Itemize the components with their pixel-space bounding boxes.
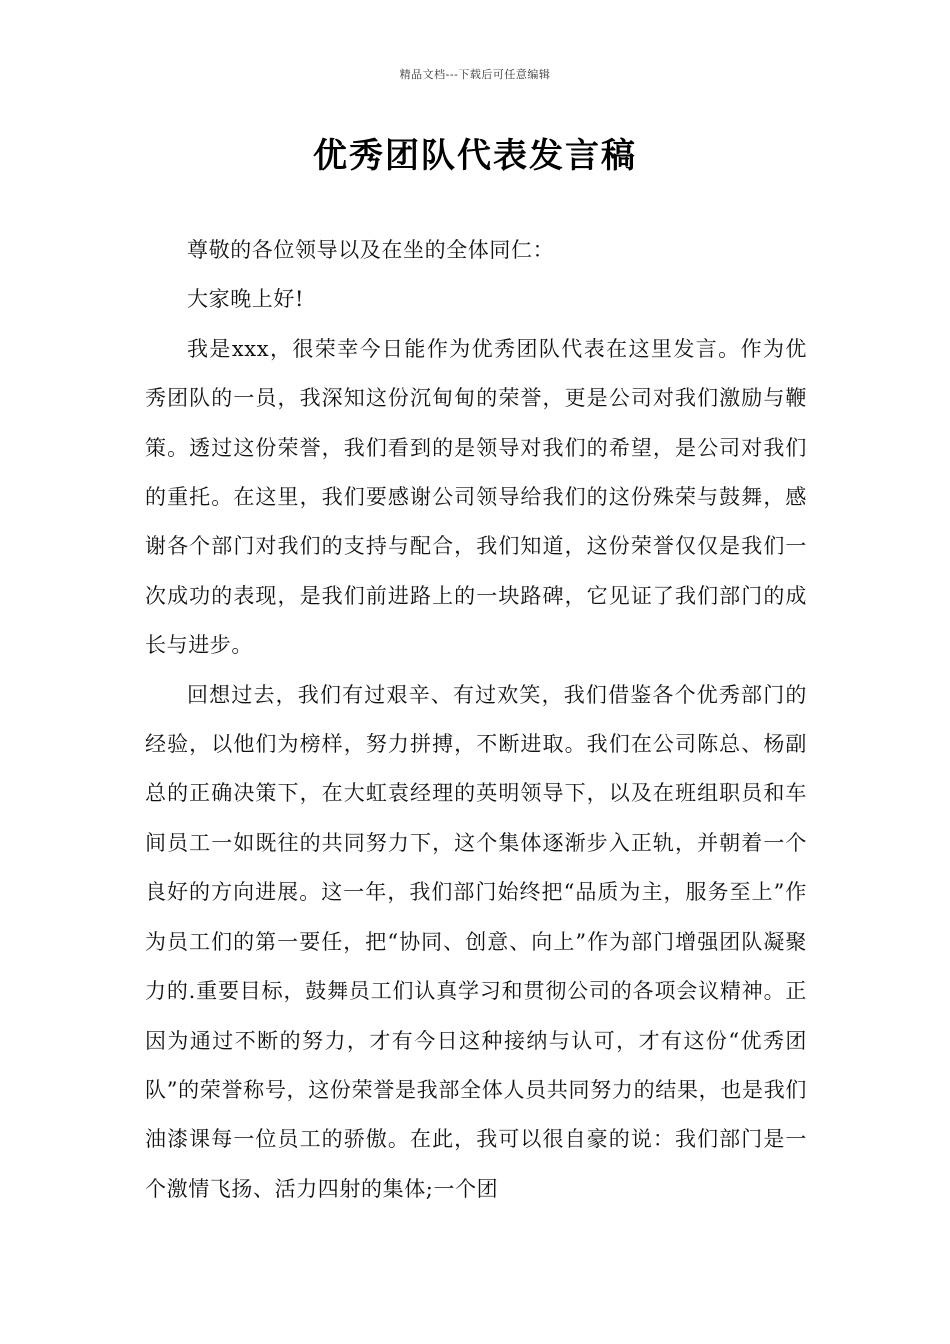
paragraph-intro: 我是xxx，很荣幸今日能作为优秀团队代表在这里发言。作为优秀团队的一员，我深知这份沉甸甸的荣誉，更是公司对我们激励与鞭策。透过这份荣誉，我们看到的是领导对我们的希望，是公司对我们的重托。在这里，我们要感谢公司领导给我们的这份殊荣与鼓舞，感谢各个部门对我们的支持与配合，我们知道，这份荣誉仅仅是我们一次成功的表现，是我们前进路上的一块路碑，它见证了我们部门的成长与进步。 bbox=[145, 336, 807, 658]
document-title: 优秀团队代表发言稿 bbox=[313, 136, 637, 176]
document-body bbox=[145, 226, 807, 1214]
salutation: 尊敬的各位领导以及在坐的全体同仁： bbox=[187, 238, 555, 262]
header-note: 精品文档---下载后可任意编辑 bbox=[399, 68, 551, 81]
paragraph-review: 回想过去，我们有过艰辛、有过欢笑，我们借鉴各个优秀部门的经验，以他们为榜样，努力拼搏，不断进取。我们在公司陈总、杨副总的正确决策下，在大虹袁经理的英明领导下，以及在班组职员和车间员工一如既往的共同努力下，这个集体逐渐步入正轨，并朝着一个良好的方向进展。这一年，我们部门始终把“品质为主，服务至上”作为员工们的第一要任，把“协同、创意、向上”作为部门增强团队凝聚力的.重要目标，鼓舞员工们认真学习和贯彻公司的各项会议精神。正因为通过不断的努力，才有今日这种接纳与认可，才有这份“优秀团队”的荣誉称号，这份荣誉是我部全体人员共同努力的结果，也是我们油漆课每一位员工的骄傲。在此，我可以很自豪的说：我们部门是一个激情飞扬、活力四射的集体;一个团 bbox=[145, 682, 807, 1201]
greeting: 大家晚上好! bbox=[187, 287, 305, 312]
